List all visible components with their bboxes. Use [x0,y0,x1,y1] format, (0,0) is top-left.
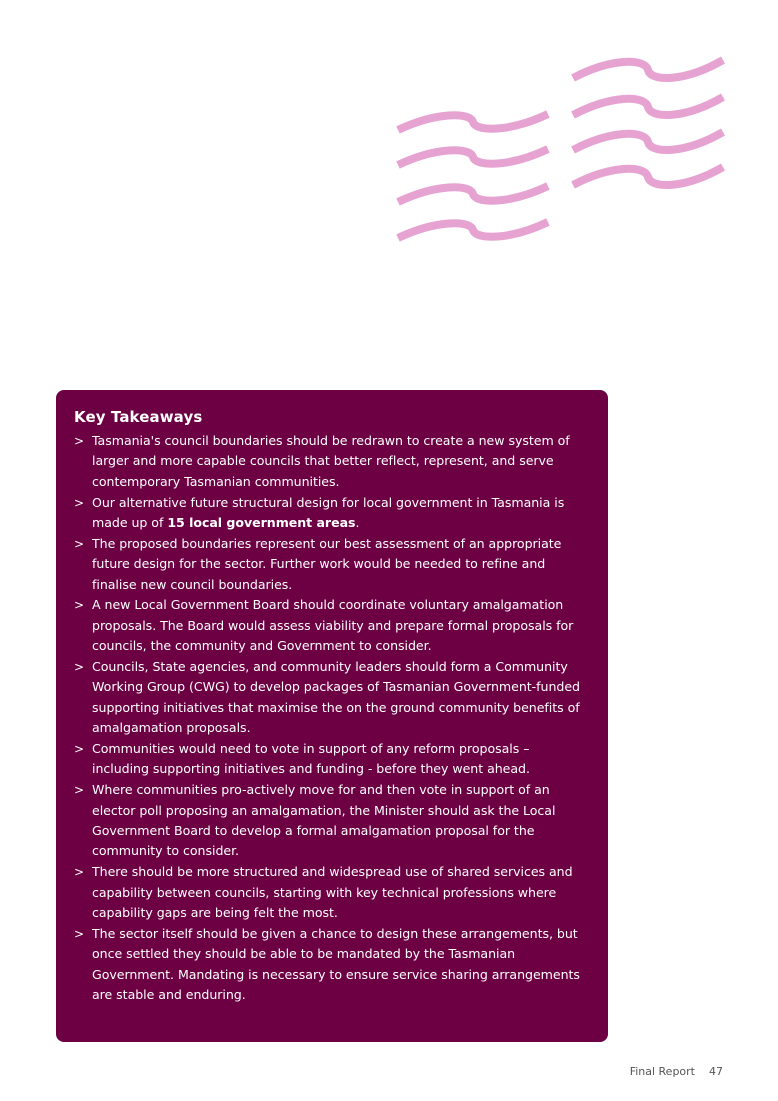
bullet-icon: > [74,660,85,675]
key-takeaways-list [74,431,588,1006]
takeaway-text: . [355,515,360,531]
wave-line [398,186,548,202]
takeaway-text: A new Local Government Board should coordinate voluntary amalgamation proposals. The Board would assess viability and prepare formal proposals for councils, the community and Government to consider. [92,597,574,654]
bullet-icon: > [74,865,85,880]
list-item [74,534,588,595]
takeaway-text: Our alternative future structural design for local government in Tasmania is made up of [92,494,565,531]
takeaway-text: Tasmania's council boundaries should be redrawn to create a new system of larger and more capable councils that better reflect, represent, and serve contemporary Tasmanian communities. [92,433,570,489]
list-item [74,862,588,923]
list-item [74,739,588,780]
wave-line [398,222,548,238]
page-footer [630,1065,723,1078]
takeaway-text: Councils, State agencies, and community leaders should form a Community Working Group (CWG) to develop packages of Tasmanian Government-funded supporting initiatives that maximise the on the ground community benefits of amalgamation proposals. [92,659,580,736]
takeaway-bold-text: 15 local government areas [167,515,356,531]
bullet-icon: > [74,783,85,798]
bullet-icon: > [74,536,85,551]
key-takeaways-box [56,390,608,1042]
list-item [74,493,588,534]
takeaway-text: There should be more structured and widespread use of shared services and capability between councils, starting with key technical professions where capability gaps are being felt the most. [92,864,573,921]
wave-line [573,97,723,115]
bullet-icon: > [74,598,85,613]
wave-line [573,167,723,185]
key-takeaways-title: Key Takeaways [74,408,203,426]
list-item [74,595,588,656]
bullet-icon: > [74,742,85,757]
footer-label: Final Report [629,1065,695,1078]
wave-line [573,60,723,78]
list-item [74,657,588,739]
list-item [74,431,588,492]
list-item [74,924,588,1006]
takeaway-text: Communities would need to vote in support of any reform proposals – including supporting initiatives and funding - before they went ahead. [92,741,530,777]
takeaway-text: Where communities pro-actively move for and then vote in support of an elector poll proposing an amalgamation, the Minister should ask the Local Government Board to develop a formal amalgamation proposal for the community to consider. [92,782,556,859]
list-item [74,780,588,862]
takeaway-text: The proposed boundaries represent our best assessment of an appropriate future design for the sector. Further work would be needed to refine and finalise new council boundaries. [92,535,562,592]
decorative-waves [0,0,778,300]
bullet-icon: > [74,926,85,941]
wave-line [573,132,723,150]
takeaway-text: The sector itself should be given a chance to design these arrangements, but once settled they should be able to be mandated by the Tasmanian Government. Mandating is necessary to ensure service sharing arrangements are stable and enduring. [92,925,580,1003]
bullet-icon: > [74,434,85,448]
bullet-icon: > [74,495,85,510]
wave-line [398,114,548,130]
wave-line [398,149,548,165]
page-number: 47 [709,1065,723,1078]
